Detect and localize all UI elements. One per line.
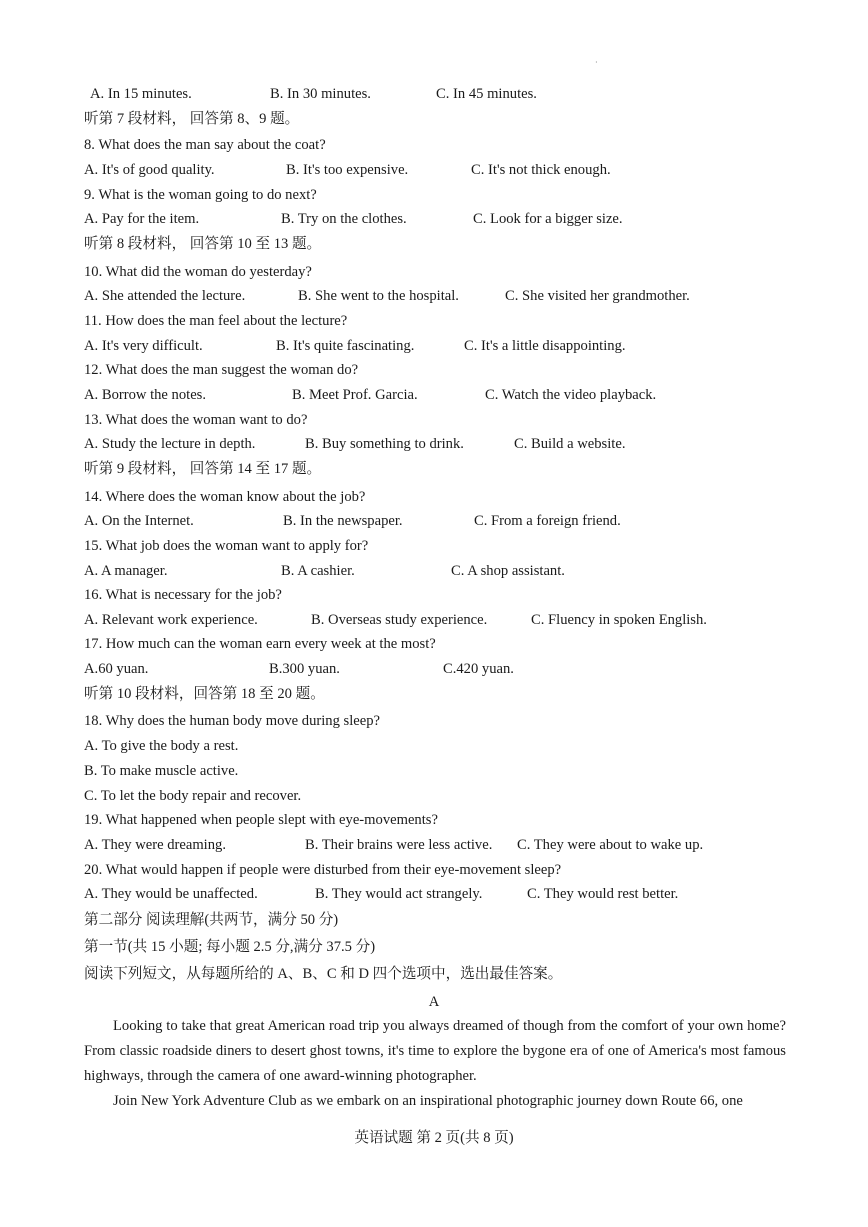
q17-question: 17. How much can the woman earn every week at the most? <box>84 636 436 652</box>
q9-option-c: C. Look for a bigger size. <box>473 211 623 227</box>
segment-8-header: 听第 8 段材料， 回答第 10 至 13 题。 <box>84 236 322 252</box>
segment-7-header: 听第 7 段材料， 回答第 8、9 题。 <box>84 111 300 127</box>
q8-option-a: A. It's of good quality. <box>84 162 215 178</box>
q20-question: 20. What would happen if people were disturbed from their eye-movement sleep? <box>84 862 562 878</box>
q20-option-a: A. They would be unaffected. <box>84 886 258 902</box>
q19-option-a: A. They were dreaming. <box>84 837 226 853</box>
q19-question: 19. What happened when people slept with eye-movements? <box>84 812 438 828</box>
q11-option-a: A. It's very difficult. <box>84 338 203 354</box>
reading-instructions: 阅读下列短文，从每题所给的 A、B、C 和 D 四个选项中，选出最佳答案。 <box>84 966 563 982</box>
passage-paragraph-1 <box>84 1014 786 1089</box>
q9-option-b: B. Try on the clothes. <box>281 211 407 227</box>
q19-option-c: C. They were about to wake up. <box>517 837 704 853</box>
q16-option-c: C. Fluency in spoken English. <box>531 612 707 628</box>
q11-option-b: B. It's quite fascinating. <box>276 338 415 354</box>
q7-option-b: B. In 30 minutes. <box>270 86 371 102</box>
q15-option-a: A. A manager. <box>84 563 168 579</box>
scan-speck: · <box>595 58 598 67</box>
q17-option-b: B.300 yuan. <box>269 661 340 677</box>
q16-option-b: B. Overseas study experience. <box>311 612 488 628</box>
q14-option-b: B. In the newspaper. <box>283 513 403 529</box>
q10-question: 10. What did the woman do yesterday? <box>84 264 312 280</box>
q15-question: 15. What job does the woman want to apply for? <box>84 538 369 554</box>
q7-option-c: C. In 45 minutes. <box>436 86 537 102</box>
paragraph-1-text: Looking to take that great American road trip you always dreamed of though from the comfort of your own home? From classic roadside diners to desert ghost towns, it's time to explore the bygone era of one of America's most famous highways, through the camera of one award-winning photographer. <box>84 1018 786 1084</box>
q12-question: 12. What does the man suggest the woman do? <box>84 362 359 378</box>
q14-question: 14. Where does the woman know about the job? <box>84 489 366 505</box>
q18-question: 18. Why does the human body move during sleep? <box>84 713 381 729</box>
q13-option-c: C. Build a website. <box>514 436 626 452</box>
q11-option-c: C. It's a little disappointing. <box>464 338 626 354</box>
q13-option-a: A. Study the lecture in depth. <box>84 436 256 452</box>
q14-option-a: A. On the Internet. <box>84 513 194 529</box>
segment-10-header: 听第 10 段材料，回答第 18 至 20 题。 <box>84 686 325 702</box>
q14-option-c: C. From a foreign friend. <box>474 513 621 529</box>
q8-option-c: C. It's not thick enough. <box>471 162 611 178</box>
paragraph-2-text: Join New York Adventure Club as we embark on an inspirational photographic journey down Route 66, one <box>113 1093 743 1109</box>
q9-option-a: A. Pay for the item. <box>84 211 200 227</box>
q11-question: 11. How does the man feel about the lecture? <box>84 313 348 329</box>
q12-option-b: B. Meet Prof. Garcia. <box>292 387 418 403</box>
q16-option-a: A. Relevant work experience. <box>84 612 258 628</box>
section1-title: 第一节(共 15 小题; 每小题 2.5 分,满分 37.5 分) <box>84 939 376 955</box>
q18-option-b: B. To make muscle active. <box>84 763 239 779</box>
segment-9-header: 听第 9 段材料， 回答第 14 至 17 题。 <box>84 461 322 477</box>
q10-option-a: A. She attended the lecture. <box>84 288 246 304</box>
part2-title: 第二部分 阅读理解(共两节，满分 50 分) <box>84 912 339 928</box>
q19-option-b: B. Their brains were less active. <box>305 837 493 853</box>
q9-question: 9. What is the woman going to do next? <box>84 187 317 203</box>
q8-question: 8. What does the man say about the coat? <box>84 137 326 153</box>
q20-option-c: C. They would rest better. <box>527 886 679 902</box>
q12-option-c: C. Watch the video playback. <box>485 387 657 403</box>
q18-option-a: A. To give the body a rest. <box>84 738 239 754</box>
q18-option-c: C. To let the body repair and recover. <box>84 788 302 804</box>
q13-question: 13. What does the woman want to do? <box>84 412 308 428</box>
q15-option-b: B. A cashier. <box>281 563 355 579</box>
q17-option-c: C.420 yuan. <box>443 661 514 677</box>
passage-paragraph-2 <box>84 1089 786 1114</box>
q10-option-c: C. She visited her grandmother. <box>505 288 690 304</box>
passage-label: A <box>428 994 440 1010</box>
q7-option-a: A. In 15 minutes. <box>90 86 192 102</box>
q10-option-b: B. She went to the hospital. <box>298 288 459 304</box>
q12-option-a: A. Borrow the notes. <box>84 387 207 403</box>
q13-option-b: B. Buy something to drink. <box>305 436 464 452</box>
q17-option-a: A.60 yuan. <box>84 661 149 677</box>
q20-option-b: B. They would act strangely. <box>315 886 483 902</box>
q8-option-b: B. It's too expensive. <box>286 162 409 178</box>
page-footer: 英语试题 第 2 页(共 8 页) <box>354 1130 514 1146</box>
q16-question: 16. What is necessary for the job? <box>84 587 282 603</box>
q15-option-c: C. A shop assistant. <box>451 563 565 579</box>
